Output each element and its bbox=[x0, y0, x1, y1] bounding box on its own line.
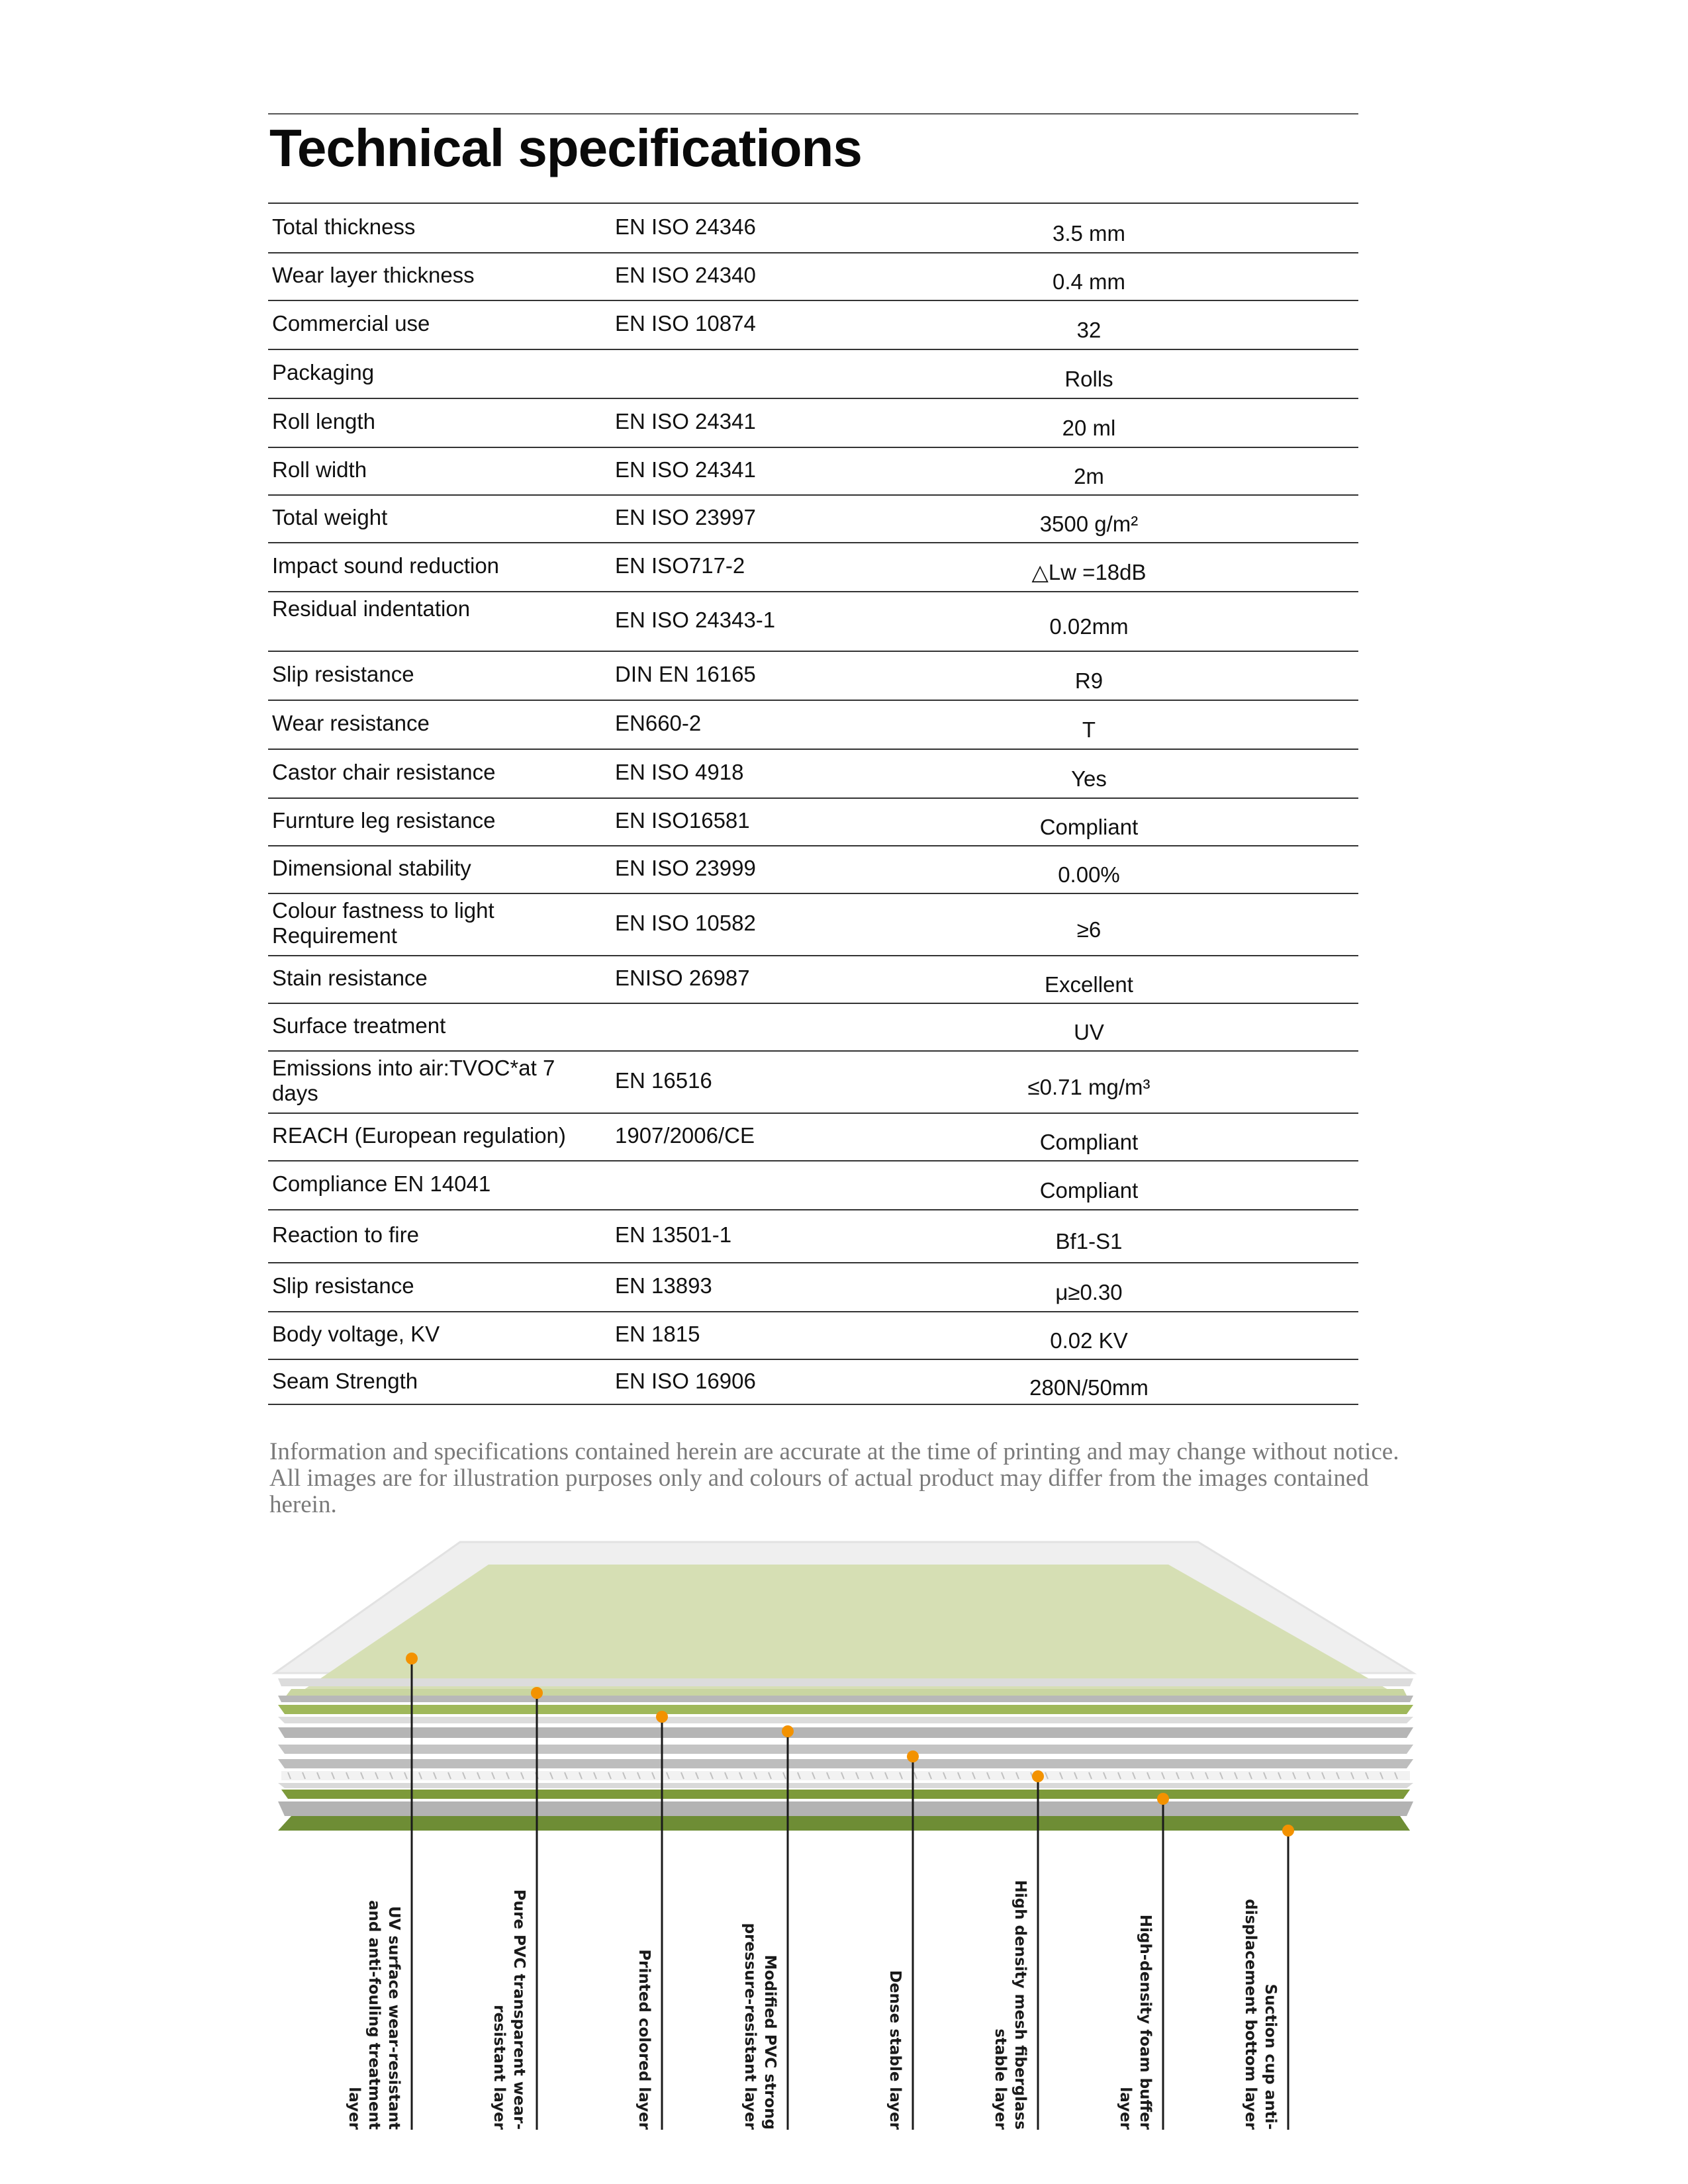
mesh-tick bbox=[914, 1772, 917, 1779]
mesh-tick bbox=[667, 1772, 669, 1779]
spec-standard: EN ISO 24341 bbox=[615, 409, 756, 433]
mesh-tick bbox=[900, 1772, 902, 1779]
layer-band bbox=[278, 1816, 1410, 1831]
spec-property: Body voltage, KV bbox=[272, 1322, 440, 1346]
mesh-tick bbox=[1162, 1772, 1164, 1779]
mesh-tick bbox=[870, 1772, 873, 1779]
spec-row bbox=[268, 651, 1358, 700]
mesh-tick bbox=[550, 1772, 553, 1779]
spec-standard: 1907/2006/CE bbox=[615, 1123, 755, 1148]
spec-property: Dimensional stability bbox=[272, 856, 471, 880]
mesh-tick bbox=[1336, 1772, 1339, 1779]
spec-value: μ≥0.30 bbox=[1055, 1280, 1123, 1304]
mesh-tick bbox=[637, 1772, 640, 1779]
spec-value: 2m bbox=[1074, 464, 1104, 488]
spec-value: 280N/50mm bbox=[1029, 1375, 1149, 1400]
layer-marker-dot bbox=[531, 1687, 543, 1699]
mesh-tick bbox=[812, 1772, 815, 1779]
spec-standard: EN 16516 bbox=[615, 1068, 712, 1093]
page-title: Technical specifications bbox=[269, 118, 862, 177]
mesh-tick bbox=[317, 1772, 320, 1779]
spec-standard: EN ISO 24346 bbox=[615, 214, 756, 239]
layer-label: High-density foam buffer layer bbox=[1117, 1914, 1154, 2130]
spec-property: Surface treatment bbox=[272, 1013, 446, 1038]
layer-band bbox=[278, 1727, 1413, 1738]
spec-standard: ENISO 26987 bbox=[615, 966, 750, 990]
spec-row bbox=[268, 1113, 1358, 1160]
layer-label: Suction cup anti-displacement bottom layer bbox=[1242, 1899, 1279, 2130]
spec-value: △Lw =18dB bbox=[1031, 560, 1147, 584]
spec-value: 0.4 mm bbox=[1052, 269, 1126, 294]
spec-row bbox=[268, 1160, 1358, 1209]
spec-value: 3500 g/m² bbox=[1039, 512, 1139, 536]
spec-value: Yes bbox=[1071, 766, 1107, 791]
spec-row bbox=[268, 845, 1358, 893]
mesh-tick bbox=[303, 1772, 305, 1779]
spec-value: Rolls bbox=[1064, 367, 1113, 391]
spec-standard: EN660-2 bbox=[615, 711, 702, 735]
leader-lines bbox=[406, 1653, 1294, 2130]
layer-label: Modified PVC strong pressure-resistant layer bbox=[741, 1923, 778, 2130]
spec-property: Castor chair resistance bbox=[272, 760, 496, 784]
mesh-tick bbox=[1103, 1772, 1106, 1779]
spec-standard: EN ISO 24343-1 bbox=[615, 608, 776, 632]
mesh-tick bbox=[1205, 1772, 1208, 1779]
spec-property: Compliance EN 14041 bbox=[272, 1171, 491, 1196]
mesh-tick bbox=[783, 1772, 786, 1779]
spec-property: Total weight bbox=[272, 505, 388, 529]
spec-property: Slip resistance bbox=[272, 1273, 414, 1298]
layer-label: Dense stable layer bbox=[886, 1970, 904, 2130]
layer-label: Printed colored layer bbox=[635, 1949, 653, 2130]
mesh-tick bbox=[623, 1772, 626, 1779]
spec-standard: DIN EN 16165 bbox=[615, 662, 756, 686]
layer-band bbox=[278, 1801, 1413, 1816]
mesh-tick bbox=[1235, 1772, 1237, 1779]
spec-standard: EN ISO 10874 bbox=[615, 311, 756, 336]
spec-row bbox=[268, 1311, 1358, 1359]
spec-property: Commercial use bbox=[272, 311, 430, 336]
mesh-tick bbox=[390, 1772, 393, 1779]
layer-band bbox=[278, 1717, 1413, 1723]
floor-surface-edge bbox=[281, 1689, 1410, 1702]
spec-property: Slip resistance bbox=[272, 662, 414, 686]
spec-value: Compliant bbox=[1039, 815, 1139, 839]
spec-row bbox=[268, 1262, 1358, 1311]
spec-standard: EN ISO717-2 bbox=[615, 553, 745, 578]
mesh-tick bbox=[594, 1772, 596, 1779]
mesh-tick bbox=[492, 1772, 494, 1779]
mesh-tick bbox=[1045, 1772, 1048, 1779]
mesh-tick bbox=[404, 1772, 407, 1779]
spec-property: Impact sound reduction bbox=[272, 553, 500, 578]
mesh-tick bbox=[1351, 1772, 1354, 1779]
spec-value: Compliant bbox=[1039, 1178, 1139, 1203]
spec-row bbox=[268, 349, 1358, 398]
spec-row bbox=[268, 300, 1358, 349]
spec-row bbox=[268, 494, 1358, 542]
spec-row bbox=[268, 203, 1358, 252]
spec-standard: EN 13501-1 bbox=[615, 1222, 732, 1247]
mesh-tick bbox=[1089, 1772, 1092, 1779]
mesh-tick bbox=[652, 1772, 655, 1779]
layer-marker-dot bbox=[1282, 1825, 1294, 1837]
spec-property: Total thickness bbox=[272, 214, 416, 239]
spec-standard: EN 13893 bbox=[615, 1273, 712, 1298]
spec-property: Wear layer thickness bbox=[272, 263, 475, 287]
layer-label: High density mesh fiberglass stable layer bbox=[992, 1880, 1029, 2130]
layer-band bbox=[278, 1705, 1413, 1714]
layer-marker-dot bbox=[1157, 1793, 1169, 1805]
mesh-tick bbox=[681, 1772, 684, 1779]
layer-marker-dot bbox=[1032, 1770, 1044, 1782]
mesh-tick bbox=[725, 1772, 727, 1779]
spec-value: 20 ml bbox=[1062, 416, 1116, 440]
mesh-tick bbox=[1060, 1772, 1062, 1779]
spec-value: 32 bbox=[1076, 318, 1102, 342]
spec-standard: EN 1815 bbox=[615, 1322, 700, 1346]
spec-property: Stain resistance bbox=[272, 966, 428, 990]
mesh-tick bbox=[1395, 1772, 1397, 1779]
spec-standard: EN ISO 4918 bbox=[615, 760, 744, 784]
spec-property: Packaging bbox=[272, 360, 375, 385]
mesh-tick bbox=[1191, 1772, 1194, 1779]
mesh-tick bbox=[1366, 1772, 1368, 1779]
spec-property: REACH (European regulation) bbox=[272, 1123, 566, 1148]
mesh-tick bbox=[361, 1772, 363, 1779]
layer-band bbox=[278, 1678, 1413, 1686]
spec-row bbox=[268, 1359, 1358, 1405]
mesh-tick bbox=[1133, 1772, 1135, 1779]
spec-property: Furnture leg resistance bbox=[272, 808, 496, 833]
mesh-tick bbox=[841, 1772, 844, 1779]
spec-standard: EN ISO 16906 bbox=[615, 1369, 756, 1393]
mesh-tick bbox=[536, 1772, 538, 1779]
spec-value: 3.5 mm bbox=[1052, 221, 1126, 246]
top-sheet bbox=[275, 1542, 1413, 1673]
mesh-tick bbox=[929, 1772, 931, 1779]
mesh-tick bbox=[754, 1772, 757, 1779]
mesh-layer bbox=[281, 1771, 1410, 1780]
spec-property: Roll width bbox=[272, 457, 367, 482]
spec-value: Bf1-S1 bbox=[1055, 1229, 1123, 1253]
spec-row bbox=[268, 1050, 1358, 1113]
mesh-tick bbox=[1002, 1772, 1004, 1779]
spec-value: ≤0.71 mg/m³ bbox=[1027, 1075, 1150, 1099]
mesh-tick bbox=[1031, 1772, 1033, 1779]
mesh-tick bbox=[710, 1772, 713, 1779]
mesh-tick bbox=[1264, 1772, 1266, 1779]
spec-standard: EN ISO 24341 bbox=[615, 457, 756, 482]
mesh-tick bbox=[885, 1772, 888, 1779]
mesh-tick bbox=[1293, 1772, 1295, 1779]
mesh-tick bbox=[1380, 1772, 1383, 1779]
mesh-tick bbox=[463, 1772, 465, 1779]
disclaimer: Information and specifications contained herein are accurate at the time of printing and may change without notice. All images are for illustration purposes only and colours of actual product may differ from the images contained herein. bbox=[269, 1438, 1399, 1518]
spec-table bbox=[268, 203, 1358, 1405]
mesh-tick bbox=[1322, 1772, 1325, 1779]
mesh-tick bbox=[506, 1772, 509, 1779]
layer-marker-dot bbox=[406, 1653, 418, 1664]
mesh-tick bbox=[943, 1772, 946, 1779]
mesh-tick bbox=[346, 1772, 349, 1779]
spec-value: 0.02 KV bbox=[1050, 1328, 1128, 1353]
mesh-tick bbox=[477, 1772, 480, 1779]
spec-standard: EN ISO 24340 bbox=[615, 263, 756, 287]
spec-value: R9 bbox=[1074, 668, 1103, 693]
spec-property: Wear resistance bbox=[272, 711, 430, 735]
mesh-tick bbox=[419, 1772, 422, 1779]
spec-row bbox=[268, 398, 1358, 447]
spec-row bbox=[268, 1209, 1358, 1262]
spec-standard: EN ISO 10582 bbox=[615, 911, 756, 935]
mesh-tick bbox=[958, 1772, 961, 1779]
layer-band bbox=[278, 1759, 1413, 1768]
spec-row bbox=[268, 1003, 1358, 1050]
spec-standard: EN ISO 23999 bbox=[615, 856, 756, 880]
mesh-tick bbox=[608, 1772, 611, 1779]
spec-row bbox=[268, 252, 1358, 300]
spec-value: Excellent bbox=[1045, 972, 1133, 997]
layer-label: Pure PVC transparent wear-resistant layer bbox=[491, 1889, 528, 2130]
layer-marker-dot bbox=[907, 1751, 919, 1762]
spec-property: Residual indentation bbox=[272, 596, 471, 621]
mesh-tick bbox=[1074, 1772, 1077, 1779]
mesh-tick bbox=[1118, 1772, 1121, 1779]
mesh-tick bbox=[1220, 1772, 1223, 1779]
layer-band bbox=[281, 1790, 1410, 1799]
mesh-tick bbox=[1307, 1772, 1310, 1779]
spec-row bbox=[268, 797, 1358, 845]
mesh-tick bbox=[375, 1772, 378, 1779]
spec-value: UV bbox=[1074, 1020, 1104, 1044]
mesh-tick bbox=[769, 1772, 771, 1779]
spec-row bbox=[268, 893, 1358, 955]
title-rule bbox=[268, 113, 1358, 114]
mesh-tick bbox=[1249, 1772, 1252, 1779]
spec-property: Emissions into air:TVOC*at 7 days bbox=[272, 1056, 555, 1105]
mesh-tick bbox=[987, 1772, 990, 1779]
mesh-tick bbox=[1278, 1772, 1281, 1779]
mesh-tick bbox=[856, 1772, 859, 1779]
spec-value: 0.00% bbox=[1058, 862, 1120, 887]
spec-property: Roll length bbox=[272, 409, 375, 433]
spec-row bbox=[268, 591, 1358, 651]
mesh-tick bbox=[448, 1772, 451, 1779]
spec-row bbox=[268, 955, 1358, 1003]
mesh-tick bbox=[521, 1772, 524, 1779]
mesh-tick bbox=[798, 1772, 800, 1779]
spec-property: Colour fastness to light Requirement bbox=[272, 898, 494, 948]
spec-row bbox=[268, 447, 1358, 494]
mesh-tick bbox=[827, 1772, 829, 1779]
mesh-tick bbox=[579, 1772, 582, 1779]
spec-property: Reaction to fire bbox=[272, 1222, 419, 1247]
layer-band bbox=[278, 1783, 1413, 1788]
spec-standard: EN ISO16581 bbox=[615, 808, 750, 833]
spec-property: Seam Strength bbox=[272, 1369, 418, 1393]
spec-value: T bbox=[1082, 717, 1096, 742]
mesh-tick bbox=[288, 1772, 291, 1779]
mesh-tick bbox=[332, 1772, 334, 1779]
mesh-tick bbox=[565, 1772, 567, 1779]
mesh-tick bbox=[696, 1772, 698, 1779]
layer-marker-dot bbox=[782, 1725, 794, 1737]
mesh-tick bbox=[434, 1772, 436, 1779]
mesh-tick bbox=[1147, 1772, 1150, 1779]
mesh-tick bbox=[972, 1772, 975, 1779]
spec-row bbox=[268, 700, 1358, 749]
mesh-ticks bbox=[288, 1772, 1397, 1779]
mesh-tick bbox=[1176, 1772, 1179, 1779]
floor-surface bbox=[291, 1565, 1403, 1698]
layer-band bbox=[278, 1745, 1413, 1754]
spec-row bbox=[268, 542, 1358, 591]
spec-value: 0.02mm bbox=[1049, 614, 1129, 639]
spec-value: Compliant bbox=[1039, 1130, 1139, 1154]
layer-band bbox=[278, 1696, 1413, 1702]
layer-marker-dot bbox=[656, 1711, 668, 1723]
spec-standard: EN ISO 23997 bbox=[615, 505, 756, 529]
mesh-tick bbox=[739, 1772, 742, 1779]
layer-label: UV surface wear-resistant and anti-fouling treatment layer bbox=[346, 1900, 402, 2130]
spec-row bbox=[268, 749, 1358, 797]
mesh-tick bbox=[1016, 1772, 1019, 1779]
spec-value: ≥6 bbox=[1076, 917, 1102, 942]
